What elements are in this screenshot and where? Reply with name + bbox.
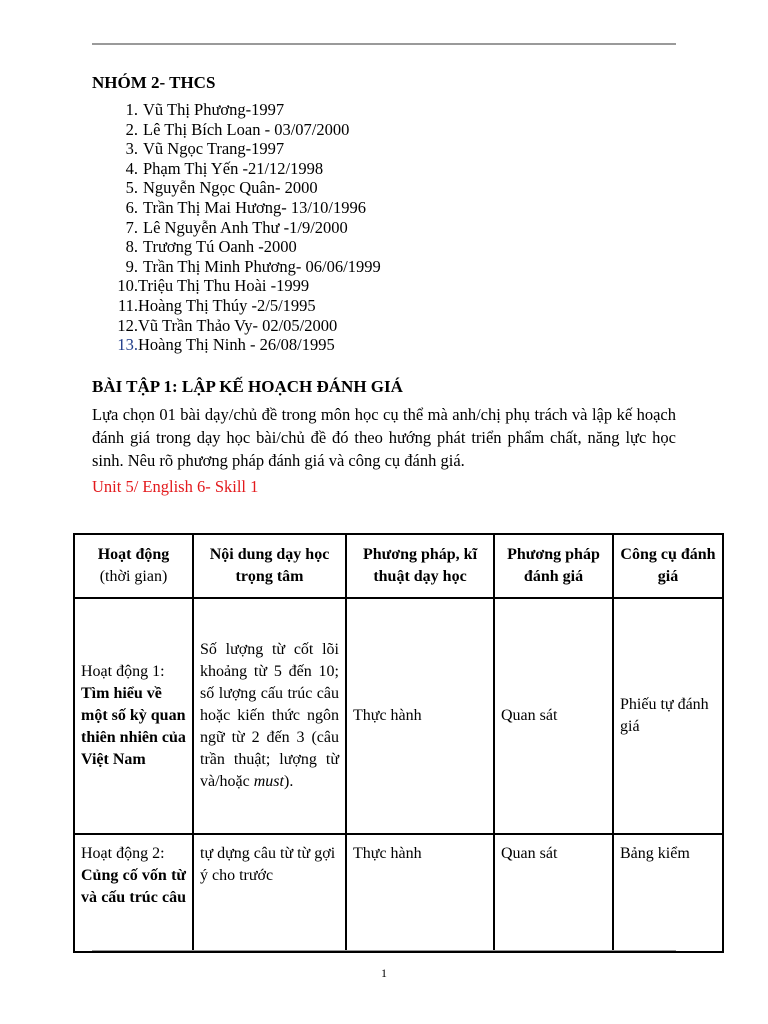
column-header: Công cụ đánh giá xyxy=(613,534,723,598)
list-item xyxy=(92,139,652,159)
table-row xyxy=(74,834,723,952)
teaching-method-cell: Thực hành xyxy=(346,834,494,952)
list-item xyxy=(92,178,652,198)
list-number: 4. xyxy=(125,158,138,178)
page-number: 1 xyxy=(381,966,387,980)
content-cell: Số lượng từ cốt lõi khoảng từ 5 đến 10; số lượng cấu trúc câu hoặc kiến thức ngôn ngữ từ 2 đến 3 (câu trần thuật; lượng từ và/hoặc must). xyxy=(193,598,346,834)
activity-cell xyxy=(74,598,193,834)
list-item xyxy=(92,120,652,140)
activity-label: Hoạt động 1: xyxy=(81,663,165,680)
member-name: Lê Nguyễn Anh Thư -1/9/2000 xyxy=(143,217,348,237)
list-number: 10. xyxy=(117,276,138,296)
header-rule xyxy=(92,43,676,45)
list-number: 6. xyxy=(125,197,138,217)
list-number: 12. xyxy=(117,315,138,335)
member-name: Hoàng Thị Ninh - 26/08/1995 xyxy=(138,335,335,355)
list-number: 3. xyxy=(125,139,138,159)
column-header: Hoạt động (thời gian) xyxy=(74,534,193,598)
list-number: 8. xyxy=(125,237,138,257)
activity-cell xyxy=(74,834,193,952)
unit-label: Unit 5/ English 6- Skill 1 xyxy=(92,477,259,496)
assessment-method-cell: Quan sát xyxy=(494,598,613,834)
exercise-description: Lựa chọn 01 bài dạy/chủ đề trong môn học cụ thể mà anh/chị phụ trách và lập kế hoạch đánh giá trong dạy học bài/chủ đề đó theo hướng phát triển phẩm chất, năng lực học sinh. Nêu rõ phương pháp đánh giá và công cụ đánh giá. xyxy=(92,405,676,470)
list-number: 5. xyxy=(125,178,138,198)
member-name: Hoàng Thị Thúy -2/5/1995 xyxy=(138,295,316,315)
member-name: Lê Thị Bích Loan - 03/07/2000 xyxy=(143,119,350,139)
list-item xyxy=(92,198,652,218)
column-header: Phương pháp, kĩ thuật dạy học xyxy=(346,534,494,598)
column-header: Nội dung dạy học trọng tâm xyxy=(193,534,346,598)
list-item xyxy=(92,276,652,296)
member-name: Nguyễn Ngọc Quân- 2000 xyxy=(143,178,318,198)
member-name: Trần Thị Minh Phương- 06/06/1999 xyxy=(143,256,381,276)
footer-rule xyxy=(92,950,676,951)
assessment-tool-cell: Phiếu tự đánh giá xyxy=(613,598,723,834)
teaching-method-cell: Thực hành xyxy=(346,598,494,834)
member-name: Vũ Ngọc Trang-1997 xyxy=(143,139,285,159)
content-cell: tự dựng câu từ từ gợi ý cho trước xyxy=(193,834,346,952)
list-item xyxy=(92,159,652,179)
list-item xyxy=(92,218,652,238)
member-list xyxy=(92,100,652,355)
member-name: Trần Thị Mai Hương- 13/10/1996 xyxy=(143,197,367,217)
list-number: 11. xyxy=(117,295,138,315)
table-header-row xyxy=(74,534,723,598)
list-number: 7. xyxy=(125,217,138,237)
activity-label: Hoạt động 2: xyxy=(81,845,165,862)
list-item xyxy=(92,316,652,336)
assessment-tool-cell: Bảng kiểm xyxy=(613,834,723,952)
list-item xyxy=(92,335,652,355)
member-name: Triệu Thị Thu Hoài -1999 xyxy=(138,276,310,296)
activity-title: Tìm hiểu về một số kỳ quan thiên nhiên của Việt Nam xyxy=(81,685,186,768)
member-name: Phạm Thị Yến -21/12/1998 xyxy=(143,158,324,178)
assessment-method-cell: Quan sát xyxy=(494,834,613,952)
group-title: NHÓM 2- THCS xyxy=(92,73,216,92)
list-item xyxy=(92,100,652,120)
list-number: 13. xyxy=(117,335,138,355)
member-name: Vũ Trần Thảo Vy- 02/05/2000 xyxy=(138,315,338,335)
column-header: Phương pháp đánh giá xyxy=(494,534,613,598)
activity-title: Củng cố vốn từ và cấu trúc câu xyxy=(81,867,186,906)
list-number: 2. xyxy=(125,119,138,139)
list-number: 1. xyxy=(125,100,138,119)
assessment-plan-table xyxy=(73,533,724,953)
list-item xyxy=(92,257,652,277)
member-name: Trương Tú Oanh -2000 xyxy=(143,237,297,257)
list-item xyxy=(92,237,652,257)
list-number: 9. xyxy=(125,256,138,276)
member-name: Vũ Thị Phương-1997 xyxy=(143,100,285,119)
table-row xyxy=(74,598,723,834)
exercise-title: BÀI TẬP 1: LẬP KẾ HOẠCH ĐÁNH GIÁ xyxy=(92,377,403,396)
list-item xyxy=(92,296,652,316)
